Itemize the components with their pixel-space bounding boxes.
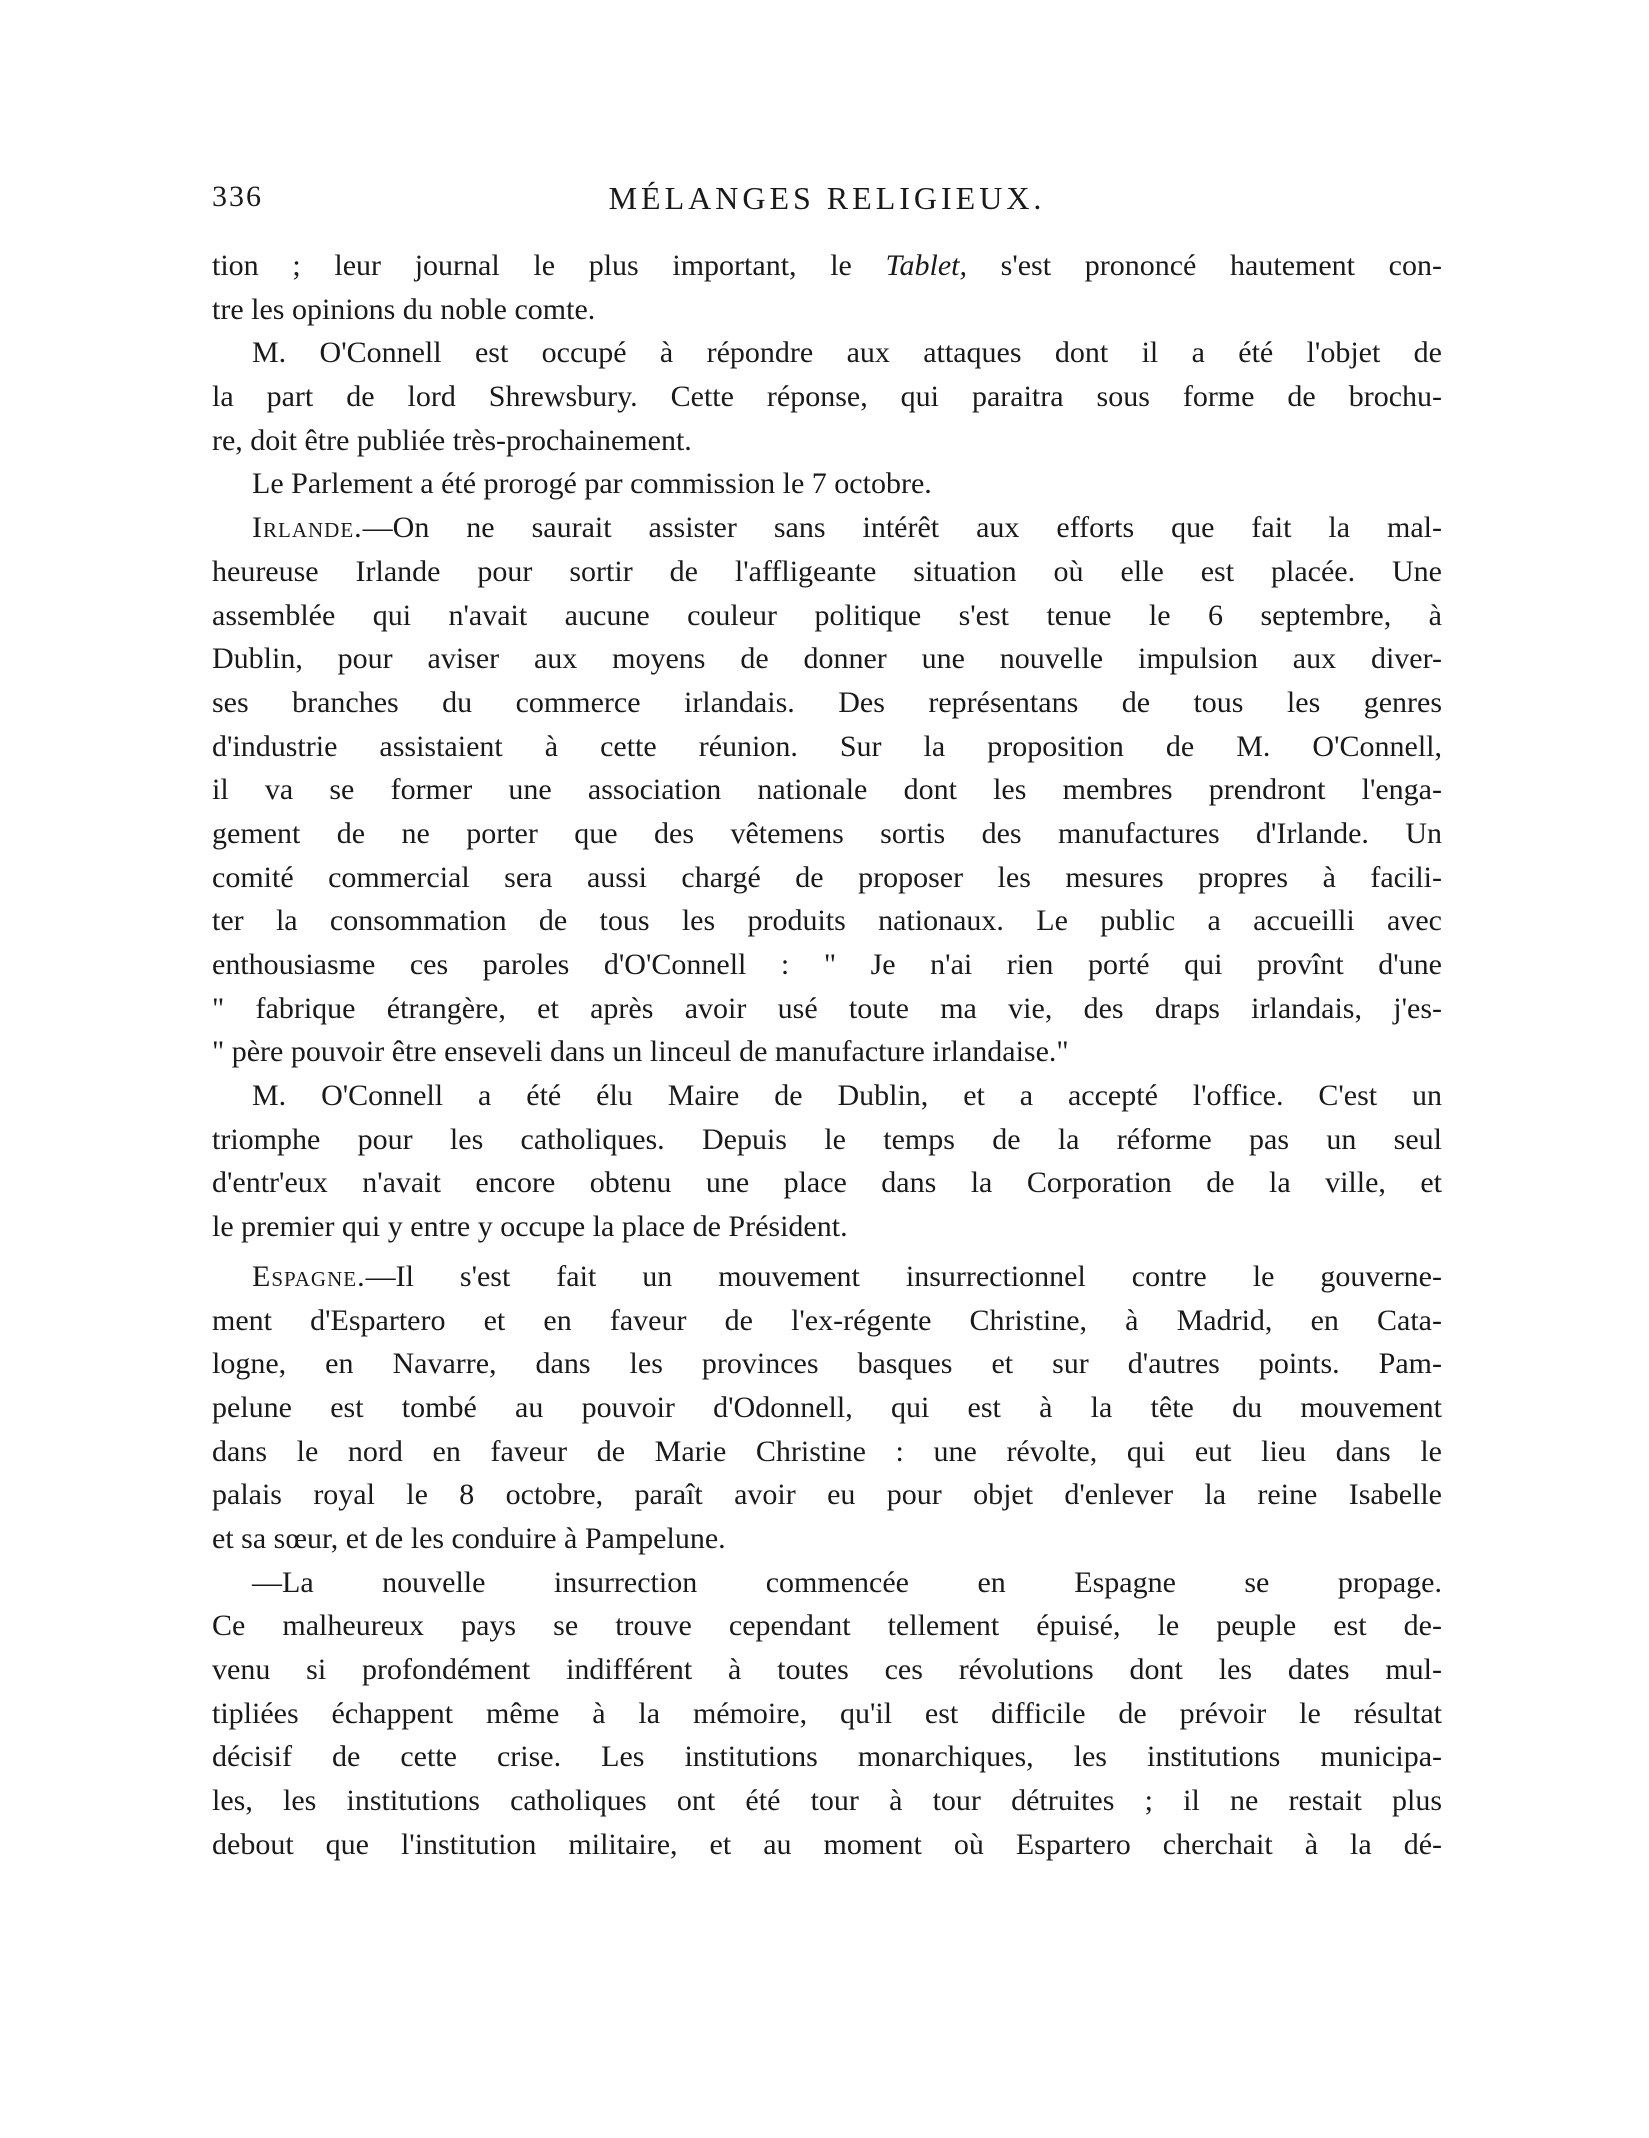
- text-line: " père pouvoir être enseveli dans un linceul de manufacture irlandaise.": [212, 1035, 1069, 1069]
- text-line: tipliées échappent même à la mémoire, qu'il est difficile de prévoir le résultat: [212, 1696, 1442, 1730]
- text-line: —La nouvelle insurrection commencée en Espagne se propage.: [252, 1565, 1442, 1599]
- text-line: d'industrie assistaient à cette réunion. Sur la proposition de M. O'Connell,: [212, 729, 1442, 763]
- text-line: enthousiasme ces paroles d'O'Connell : " Je n'ai rien porté qui provînt d'une: [212, 948, 1442, 981]
- text-line: re, doit être publiée très-prochainement.: [212, 423, 692, 457]
- text-line: les, les institutions catholiques ont été tour à tour détruites ; il ne restait plus: [212, 1784, 1442, 1818]
- text-line: tre les opinions du noble comte.: [212, 292, 596, 326]
- text-line: gement de ne porter que des vêtemens sortis des manufactures d'Irlande. Un: [212, 816, 1442, 850]
- text-line: pelune est tombé au pouvoir d'Odonnell, qui est à la tête du mouvement: [212, 1390, 1442, 1424]
- text-line: Irlande.—On ne saurait assister sans intérêt aux efforts que fait la mal-: [252, 511, 1442, 545]
- section-heading-espagne: Espagne.: [252, 1259, 366, 1293]
- text-line: venu si profondément indifférent à toutes ces révolutions dont les dates mul-: [212, 1653, 1442, 1686]
- text-line: ses branches du commerce irlandais. Des représentans de tous les genres: [212, 685, 1442, 719]
- text-line: heureuse Irlande pour sortir de l'affligeante situation où elle est placée. Une: [212, 554, 1442, 588]
- section-heading-irlande: Irlande.: [252, 511, 363, 545]
- text-line: assemblée qui n'avait aucune couleur politique s'est tenue le 6 septembre, à: [212, 598, 1442, 632]
- text-line: palais royal le 8 octobre, paraît avoir eu pour objet d'enlever la reine Isabelle: [212, 1478, 1442, 1512]
- page-header: [212, 170, 1442, 230]
- text-line: Dublin, pour aviser aux moyens de donner une nouvelle impulsion aux diver-: [212, 642, 1442, 676]
- text-line: " fabrique étrangère, et après avoir usé toute ma vie, des draps irlandais, j'es-: [212, 991, 1442, 1025]
- text-line: triomphe pour les catholiques. Depuis le temps de la réforme pas un seul: [212, 1122, 1442, 1156]
- text-line: le premier qui y entre y occupe la place de Président.: [212, 1210, 848, 1244]
- text-line: décisif de cette crise. Les institutions monarchiques, les institutions municipa-: [212, 1740, 1442, 1774]
- text-line: il va se former une association nationale dont les membres prendront l'enga-: [212, 773, 1442, 807]
- text-line: M. O'Connell est occupé à répondre aux attaques dont il a été l'objet de: [252, 336, 1442, 370]
- text-line: ment d'Espartero et en faveur de l'ex-régente Christine, à Madrid, en Cata-: [212, 1303, 1442, 1337]
- running-head: MÉLANGES RELIGIEUX.: [608, 180, 1046, 216]
- page-body: [212, 244, 1442, 1866]
- text-line: M. O'Connell a été élu Maire de Dublin, et a accepté l'office. C'est un: [252, 1079, 1442, 1113]
- text-line: comité commercial sera aussi chargé de proposer les mesures propres à facili-: [212, 860, 1442, 894]
- text-line: logne, en Navarre, dans les provinces basques et sur d'autres points. Pam-: [212, 1347, 1442, 1381]
- text-line: Le Parlement a été prorogé par commission le 7 octobre.: [252, 467, 932, 501]
- text-line: debout que l'institution militaire, et au moment où Espartero cherchait à la dé-: [212, 1827, 1442, 1861]
- text-line: la part de lord Shrewsbury. Cette réponse, qui paraitra sous forme de brochu-: [212, 380, 1442, 414]
- italic-title: Tablet,: [885, 249, 967, 282]
- page-number: 336: [212, 180, 263, 213]
- text-line: Espagne.—Il s'est fait un mouvement insurrectionnel contre le gouverne-: [252, 1259, 1442, 1293]
- text-line: ter la consommation de tous les produits nationaux. Le public a accueilli avec: [212, 904, 1442, 938]
- text-line: Ce malheureux pays se trouve cependant tellement épuisé, le peuple est de-: [212, 1609, 1442, 1643]
- text-line: et sa sœur, et de les conduire à Pampelune.: [212, 1521, 726, 1555]
- text-line: dans le nord en faveur de Marie Christine : une révolte, qui eut lieu dans le: [212, 1434, 1442, 1468]
- text-line: tion ; leur journal le plus important, le Tablet, s'est prononcé hautement con-: [212, 249, 1442, 282]
- text-line: d'entr'eux n'avait encore obtenu une place dans la Corporation de la ville, et: [212, 1166, 1442, 1200]
